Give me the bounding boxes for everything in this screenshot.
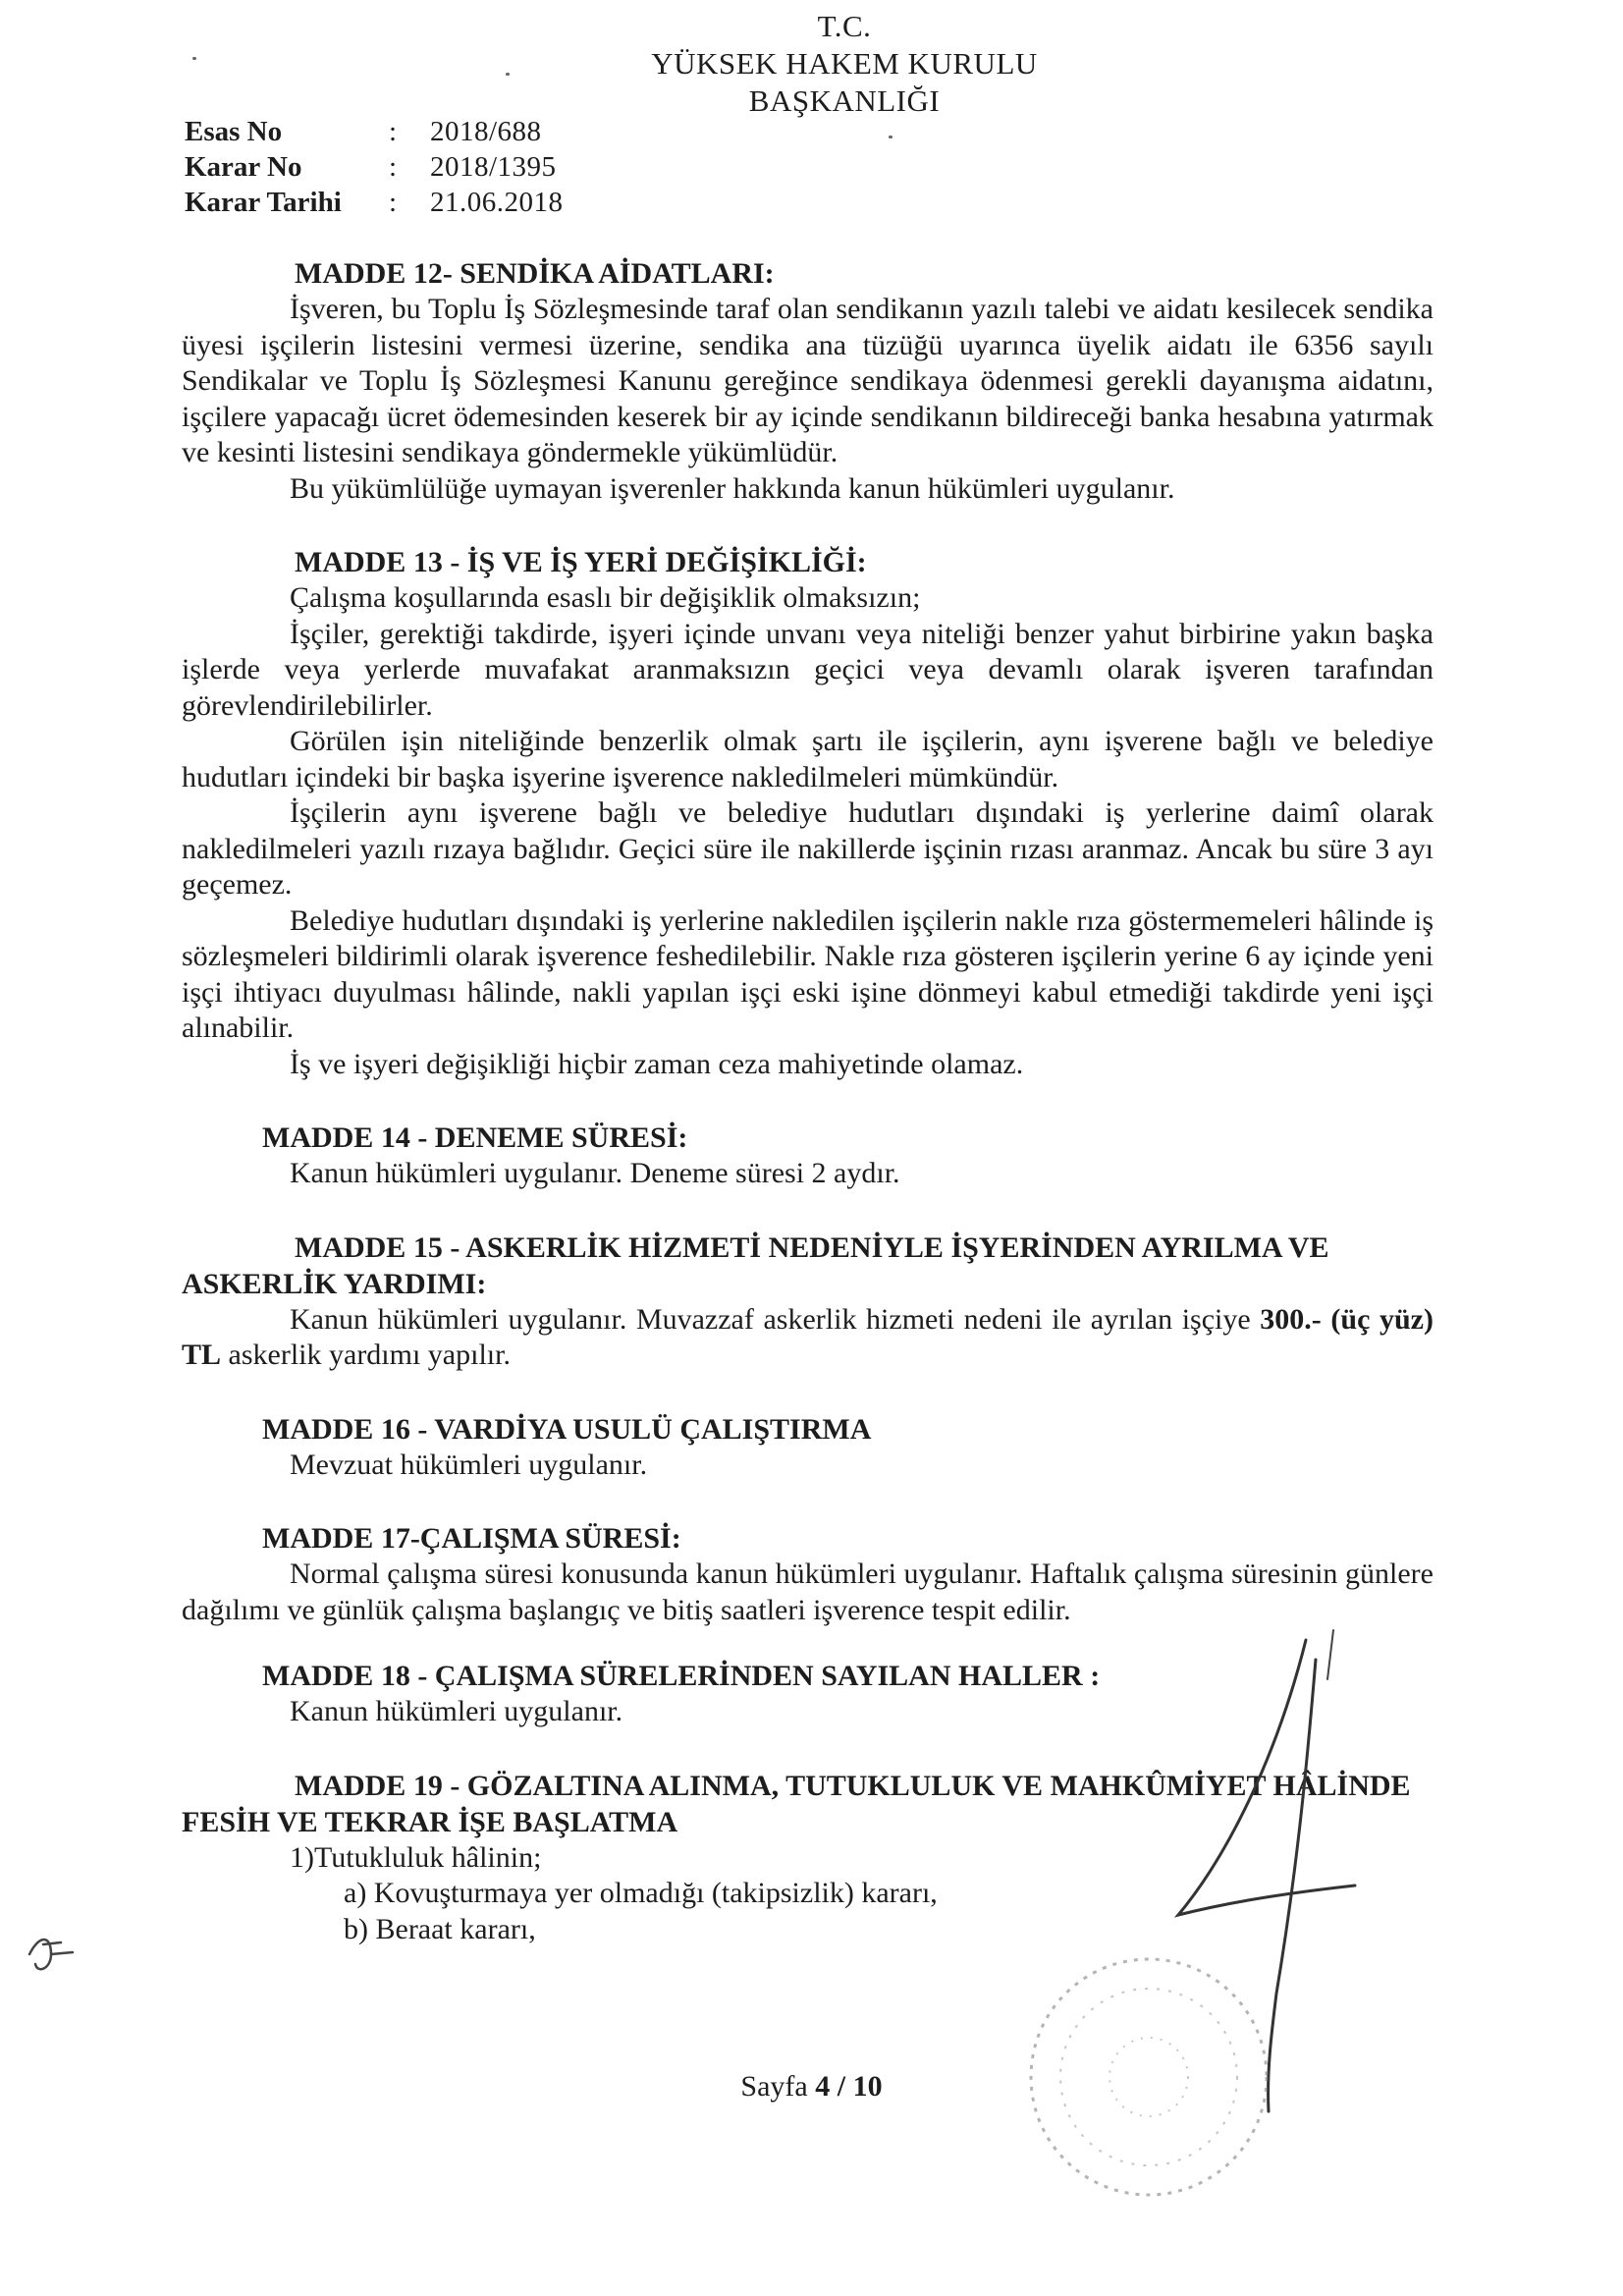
scan-speck (506, 73, 510, 76)
madde-15-amount: 300.- (üç yüz) TL (182, 1302, 1434, 1371)
esas-colon: : (389, 116, 398, 147)
madde-19-item-b: b) Beraat kararı, (344, 1912, 536, 1945)
madde-15-paragraph-1 (182, 1302, 1434, 1374)
madde-14-title: MADDE 14 - DENEME SÜRESİ: (262, 1121, 688, 1154)
karar-value: 2018/1395 (430, 151, 557, 183)
madde-13-paragraph-2: İşçiler, gerektiği takdirde, işyeri içinde unvanı veya niteliği benzer yahut birbirine yakın başka işlerde veya yerlerde muvafakat aranmaksızın geçici veya devamlı olarak işveren tarafından görevlendirilebilirler. (182, 617, 1434, 722)
madde-17-paragraph-1: Normal çalışma süresi konusunda kanun hükümleri uygulanır. Haftalık çalışma süresinin günlere dağılımı ve günlük çalışma başlangıç ve bitiş saatleri işverence tespit edilir. (182, 1558, 1434, 1626)
madde-15-text-a: Kanun hükümleri uygulanır. Muvazzaf askerlik hizmeti nedeni ile ayrılan işçiye (290, 1302, 1261, 1336)
madde-18-title: MADDE 18 - ÇALIŞMA SÜRELERİNDEN SAYILAN HALLER : (262, 1660, 1101, 1692)
case-metadata (185, 114, 564, 220)
madde-12-paragraph-1: İşveren, bu Toplu İş Sözleşmesinde taraf olan sendikanın yazılı talebi ve aidatı kesilecek sendika üyesi işçilerin listesini vermesi üzerine, sendika ana tüzüğü uyarınca üyelik aidatı ile 6356 sayılı Sendikalar ve Toplu İş Sözleşmesi Kanunu gereğince sendikaya ödenmesi gerekli dayanışma aidatını, işçilere yapacağı ücret ödemesinden keserek bir ay içinde sendikanın bildireceği banka hesabına yatırmak ve kesinti listesini sendikaya göndermekle yükümlüdür. (182, 293, 1434, 468)
madde-13-paragraph-1: Çalışma koşullarında esaslı bir değişiklik olmaksızın; (290, 581, 921, 614)
madde-12-paragraph-2: Bu yükümlülüğe uymayan işverenler hakkında kanun hükümleri uygulanır. (290, 471, 1175, 505)
esas-row (185, 114, 564, 149)
margin-initial-mark (22, 1925, 81, 1984)
header-line-kurul: YÜKSEK HAKEM KURULU (651, 46, 1038, 81)
esas-value: 2018/688 (430, 116, 542, 147)
scan-speck (192, 57, 196, 60)
madde-13-paragraph-4: İşçilerin aynı işverene bağlı ve belediye hudutları dışındaki iş yerlerine daimî olarak nakledilmeleri yazılı rızaya bağlıdır. Geçici süre ile nakillerde işçinin rızası aranmaz. Ancak bu süre 3 ayı geçemez. (182, 796, 1434, 901)
madde-13-paragraph-5: Belediye hudutları dışındaki iş yerlerine nakledilen işçilerin nakle rıza göstermemeleri hâlinde iş sözleşmeleri bildirimli olarak işverence feshedilebilir. Nakle rıza gösteren işçilerin yerine 6 ay içinde yeni işçi ihtiyacı duyulması hâlinde, nakli yapılan işçi eski işine dönmeyi kabul etmediği takdirde yeni işçi alınabilir. (182, 903, 1434, 1044)
madde-15-text-c: askerlik yardımı yapılır. (221, 1339, 511, 1371)
madde-16-paragraph-1: Mevzuat hükümleri uygulanır. (290, 1448, 648, 1481)
madde-16-title: MADDE 16 - VARDİYA USULÜ ÇALIŞTIRMA (262, 1412, 872, 1446)
institution-header (530, 8, 1159, 120)
tarih-colon: : (389, 187, 398, 218)
page-number: 4 / 10 (815, 2070, 883, 2103)
madde-14-paragraph-1: Kanun hükümleri uygulanır. Deneme süresi 2 aydır. (290, 1157, 900, 1189)
tarih-value: 21.06.2018 (430, 187, 564, 218)
madde-17-title: MADDE 17-ÇALIŞMA SÜRESİ: (262, 1522, 681, 1555)
madde-19-item-a: a) Kovuşturmaya yer olmadığı (takipsizlik) kararı, (344, 1877, 938, 1909)
official-stamp (1011, 1930, 1286, 2224)
madde-19-title: MADDE 19 - GÖZALTINA ALINMA, TUTUKLULUK VE MAHKÛMİYET HÂLİNDE FESİH VE TEKRAR İŞE BAŞLATMA (182, 1769, 1411, 1838)
madde-13-paragraph-3: Görülen işin niteliğinde benzerlik olmak şartı ile işçilerin, aynı işverene bağlı ve belediye hudutları içindeki bir başka işyerine işverence nakledilmeleri mümkündür. (182, 725, 1434, 793)
karar-colon: : (389, 151, 398, 183)
karar-row (185, 149, 564, 185)
madde-12-title: MADDE 12- SENDİKA AİDATLARI: (295, 257, 775, 290)
madde-19-paragraph-1: 1)Tutukluluk hâlinin; (290, 1840, 542, 1874)
header-line-baskanlik: BAŞKANLIĞI (748, 83, 941, 118)
tarih-row (185, 185, 564, 220)
page-prefix: Sayfa (740, 2070, 816, 2103)
esas-label: Esas No (185, 116, 283, 147)
karar-label: Karar No (185, 151, 302, 183)
tarih-label: Karar Tarihi (185, 187, 342, 218)
madde-15-title: MADDE 15 - ASKERLİK HİZMETİ NEDENİYLE İŞYERİNDEN AYRILMA VE ASKERLİK YARDIMI: (182, 1230, 1329, 1300)
header-line-tc: T.C. (817, 9, 872, 43)
madde-18-paragraph-1: Kanun hükümleri uygulanır. (290, 1695, 623, 1727)
madde-13-title: MADDE 13 - İŞ VE İŞ YERİ DEĞİŞİKLİĞİ: (295, 546, 867, 578)
madde-13-paragraph-6: İş ve işyeri değişikliği hiçbir zaman ceza mahiyetinde olamaz. (290, 1047, 1024, 1080)
scan-speck (889, 136, 893, 138)
